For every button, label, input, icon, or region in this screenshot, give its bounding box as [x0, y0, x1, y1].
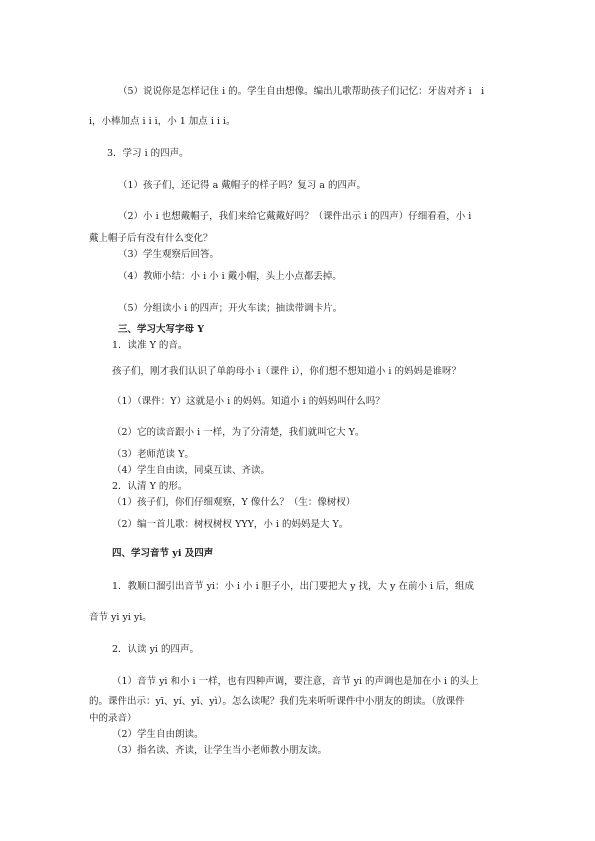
paragraph-line: （4）学生自由读，同桌互读、齐读。	[112, 465, 271, 476]
paragraph-line: （2）学生自由朗读。	[112, 729, 204, 740]
paragraph-line: 中的录音）	[89, 713, 137, 724]
paragraph-line: （3）指名读、齐读，让学生当小老师教小朋友读。	[112, 745, 328, 756]
paragraph-line: （1）孩子们，你们仔细观察，Y 像什么？（生：像树杈）	[112, 497, 356, 508]
paragraph-line: （5）分组读小 i 的四声；开火车读；抽读带调卡片。	[118, 303, 343, 314]
paragraph-line: 1．教顺口溜引出音节 yi：小 i 小 i 胆子小，出门要把大 y 找，大 y 在前小 i 后，组成	[112, 581, 475, 592]
paragraph-line: 2．认读 yi 的四声。	[112, 644, 199, 655]
paragraph-line: （1）音节 yi 和小 i 一样，也有四种声调，要注意，音节 yi 的声调也是加在小 i 的头上	[112, 676, 479, 687]
paragraph-line: （3）学生观察后回答。	[118, 249, 220, 260]
paragraph-line: 1．读准 Y 的音。	[112, 340, 188, 351]
section-heading: 3．学习 i 的四声。	[107, 148, 189, 159]
paragraph-line: 2．认清 Y 的形。	[112, 481, 188, 492]
paragraph-line: 戴上帽子后有没有什么变化？	[89, 233, 213, 244]
paragraph-line: （5）说说你是怎样记住 i 的。学生自由想像。编出儿歌帮助孩子们记忆：牙齿对齐 i i	[118, 86, 485, 97]
paragraph-line: （2）它的读音跟小 i 一样，为了分清楚，我们就叫它大 Y。	[112, 427, 365, 438]
paragraph-line: （1）（课件：Y）这就是小 i 的妈妈。知道小 i 的妈妈叫什么吗？	[112, 396, 385, 407]
paragraph-line: （2）小 i 也想戴帽子，我们来给它戴戴好吗？（课件出示 i 的四声）仔细看看，小 i	[118, 211, 472, 222]
section-heading: 四、学习音节 yi 及四声	[112, 548, 214, 559]
paragraph-line: （4）教师小结：小 i 小 i 戴小帽，头上小点都丢掉。	[118, 271, 342, 282]
paragraph-line: （1）孩子们，还记得 a 戴帽子的样子吗？复习 a 的四声。	[118, 180, 366, 191]
paragraph-line: （2）编一首儿歌：树杈树杈 YYY，小 i 的妈妈是大 Y。	[112, 519, 349, 530]
paragraph-line: i，小棒加点 i i i，小 1 加点 i i i。	[89, 116, 236, 127]
section-heading: 三、学习大写字母 Y	[118, 324, 205, 335]
paragraph-line: （3）老师范读 Y。	[112, 449, 194, 460]
paragraph-line: 音节 yi yi yi。	[89, 612, 152, 623]
paragraph-line: 的。课件出示：yī、yí、yǐ、yì）。怎么读呢？我们先来听听课件中小朋友的朗读。（放课件	[89, 696, 465, 707]
paragraph-line: 孩子们，刚才我们认识了单韵母小 i（课件 i），你们想不想知道小 i 的妈妈是谁呀？	[112, 366, 461, 377]
